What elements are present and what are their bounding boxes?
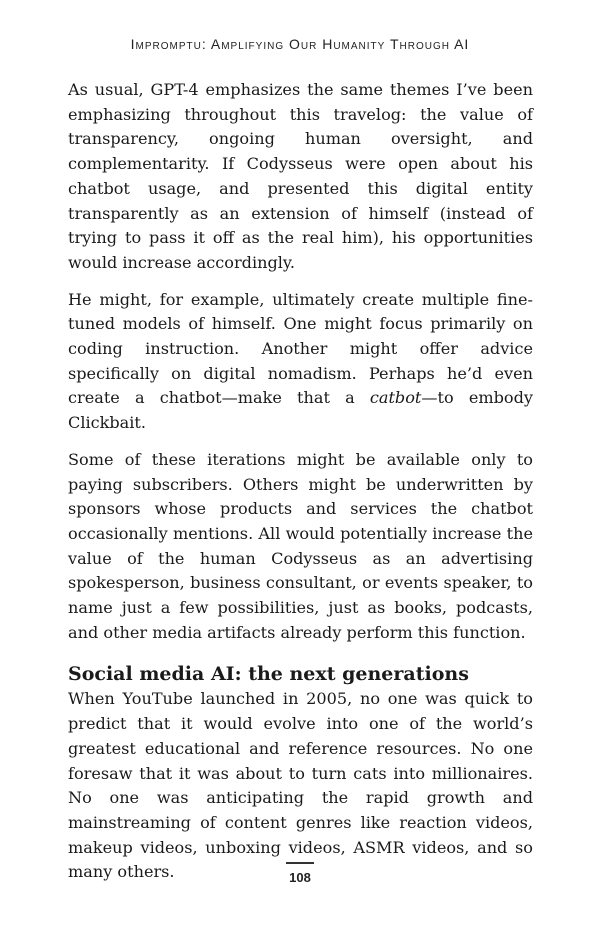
page-footer xyxy=(0,862,600,885)
footer-rule xyxy=(286,862,314,864)
section-heading: Social media AI: the next generations xyxy=(68,663,469,686)
paragraph-1: As usual, GPT-4 emphasizes the same themes I’ve been emphasizing throughout this travelog: the value of transparency, ongoing human oversight, and complementarity. If Codysseus were open about his chatbot usage, and presented this digital entity transparently as an extension of himself (instead of trying to pass it off as the real him), his opportunities would increase accordingly. xyxy=(68,80,533,272)
page-number: 108 xyxy=(289,869,311,885)
body-text xyxy=(68,78,533,897)
paragraph-2-italic-word: catbot xyxy=(369,388,422,408)
paragraph-2 xyxy=(68,288,533,436)
running-head: Impromptu: Amplifying Our Humanity Through AI xyxy=(130,36,470,52)
paragraph-4: When YouTube launched in 2005, no one was quick to predict that it would evolve into one of the world’s greatest educational and reference resources. No one foresaw that it was about to turn cats into millionaires. No one was anticipating the rapid growth and mainstreaming of content genres like reaction videos, makeup videos, unboxing videos, ASMR videos, and so many others. xyxy=(68,689,533,882)
paragraph-2-text-end: —to embody Clickbait. xyxy=(68,388,533,433)
paragraph-3: Some of these iterations might be available only to paying subscribers. Others might be underwritten by sponsors whose products and services the chatbot occasionally mentions. All would potentially increase the value of the human Codysseus as an advertising spokesperson, business consultant, or events speaker, to name just a few possibilities, just as books, podcasts, and other media artifacts already perform this function. xyxy=(68,449,533,642)
paragraph-2-text-start: He might, for example, ultimately create multiple fine-tuned models of himself. One might focus primarily on coding instruction. Another might offer advice specifically on digital nomadism. Perhaps he’d even create a chatbot—make that a xyxy=(68,289,533,408)
